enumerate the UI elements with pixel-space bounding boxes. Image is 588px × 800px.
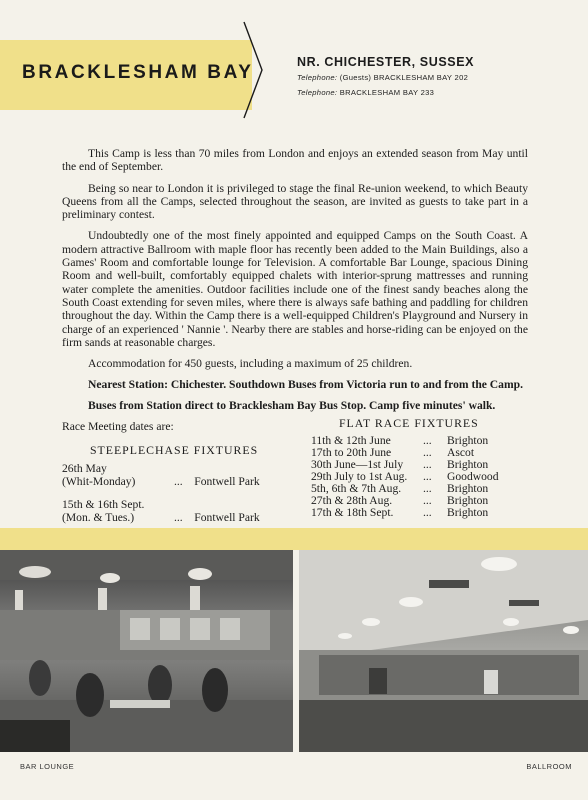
steeplechase-fixture	[62, 498, 260, 525]
fixture-date: 26th May	[62, 462, 107, 475]
bar-lounge-caption: BAR LOUNGE	[20, 762, 75, 771]
paragraph-accommodation: Accommodation for 450 guests, including a maximum of 25 children.	[88, 357, 413, 371]
table-row: 17th & 18th Sept. ... Brighton	[311, 506, 489, 519]
telephone-label: Telephone:	[297, 73, 338, 82]
page-title: BRACKLESHAM BAY	[22, 62, 254, 83]
location-heading: NR. CHICHESTER, SUSSEX	[297, 55, 475, 69]
table-row: 11th & 12th June ... Brighton	[311, 434, 489, 447]
table-row: 27th & 28th Aug. ... Brighton	[311, 494, 489, 507]
race-dates-intro: Race Meeting dates are:	[62, 420, 174, 433]
telephone-line-office	[297, 88, 434, 97]
station-line: Nearest Station: Chichester. Southdown Buses from Victoria run to and from the Camp.	[88, 378, 523, 392]
ballroom-photo	[299, 550, 588, 752]
table-row: 17th to 20th June ... Ascot	[311, 446, 475, 459]
table-row: 30th June—1st July ... Brighton	[311, 458, 489, 471]
fixture-date-note: (Mon. & Tues.) ... Fontwell Park	[62, 511, 260, 525]
flat-race-heading: FLAT RACE FIXTURES	[339, 416, 479, 430]
fixture-date: 15th & 16th Sept.	[62, 498, 145, 511]
table-row: 5th, 6th & 7th Aug. ... Brighton	[311, 482, 489, 495]
bar-lounge-photo	[0, 550, 293, 752]
flat-race-table	[311, 435, 499, 519]
fixture-date-note: (Whit-Monday) ... Fontwell Park	[62, 475, 260, 489]
paragraph-reunion: Being so near to London it is privileged to stage the final Re-union weekend, to which Beauty Queens from all the Camps, selected throughout the season, are invited as guests to take part in a preliminary contest.	[62, 181, 528, 222]
telephone-label: Telephone:	[297, 88, 338, 97]
telephone-line-guests	[297, 73, 468, 82]
description-text	[62, 147, 528, 419]
steeplechase-fixture	[62, 462, 260, 489]
paragraph-season: This Camp is less than 70 miles from London and enjoys an extended season from May until the end of September.	[62, 147, 528, 174]
fixture-venue: ... Fontwell Park	[174, 511, 260, 525]
ballroom-caption: BALLROOM	[526, 762, 572, 771]
paragraph-amenities: Undoubtedly one of the most finely appointed and equipped Camps on the South Coast. A modern attractive Ballroom with maple floor has recently been added to the Main Buildings, also a Games' Room and comfortable lounge for Television. A comfortable Bar Lounge, spacious Dining Room and well-built, comfortably equipped chalets with interior-sprung mattresses and running water complete the amenities. Outdoor facilities include one of the finest sandy beaches along the South Coast extending for seven miles, where there is always safe bathing and paddling for children throughout the day. Within the Camp there is a well-equipped Children's Playground and Nursery in charge of an experienced ' Nannie '. Nearby there are stables and horse-riding can be enjoyed on the firm sands at reasonable charges.	[62, 229, 528, 349]
photo-color-band	[0, 528, 588, 550]
fixture-venue: ... Fontwell Park	[174, 475, 260, 489]
telephone-number: (Guests) BRACKLESHAM BAY 202	[339, 73, 469, 82]
steeplechase-heading: STEEPLECHASE FIXTURES	[90, 443, 259, 457]
table-row: 29th July to 1st Aug. ... Goodwood	[311, 470, 499, 483]
bus-line: Buses from Station direct to Bracklesham Bay Bus Stop. Camp five minutes' walk.	[88, 398, 496, 412]
telephone-number: BRACKLESHAM BAY 233	[339, 88, 435, 97]
